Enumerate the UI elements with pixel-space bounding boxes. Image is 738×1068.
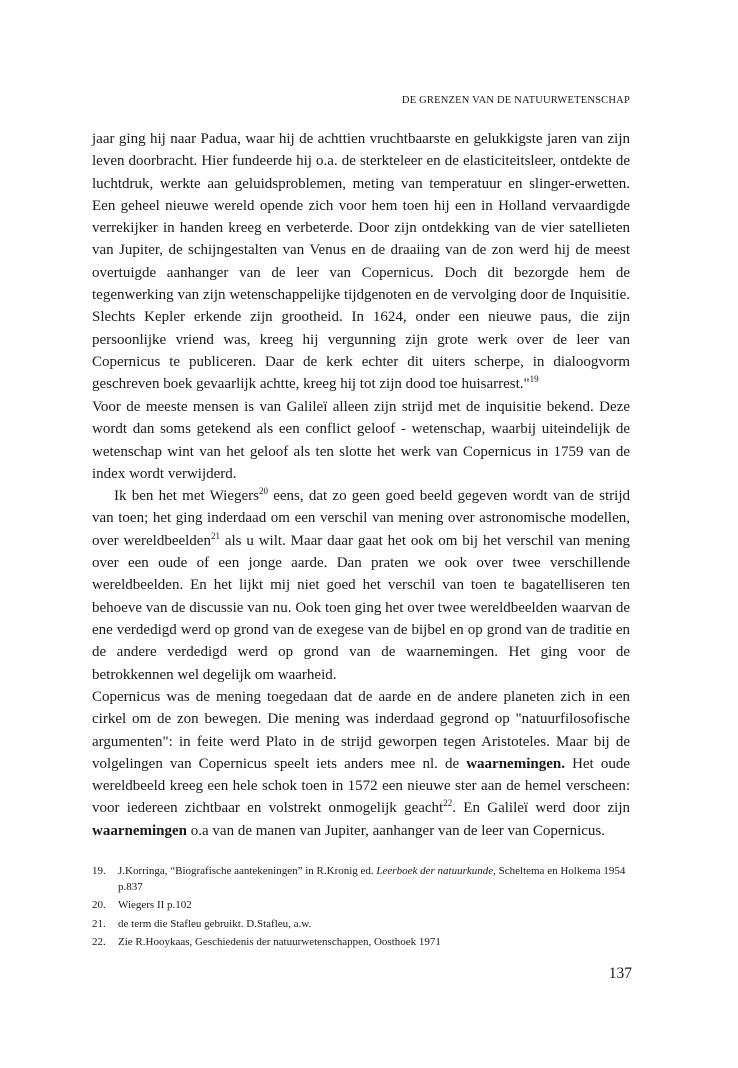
footnote-19 — [92, 864, 637, 895]
text-run: . En Galileï werd door zijn — [452, 800, 630, 817]
footnote-ref-22: 22 — [443, 798, 453, 809]
footnote-21 — [92, 917, 637, 933]
body-paragraph-1 — [92, 128, 630, 396]
body-paragraph-3 — [92, 686, 630, 842]
text-run: o.a van de manen van Jupiter, aanhanger van de leer van Copernicus. — [187, 822, 605, 839]
text-run: Ik ben het met Wiegers — [114, 488, 259, 505]
footnote-ref-20: 20 — [259, 486, 268, 497]
bold-term: waarnemingen. — [466, 755, 565, 772]
footnote-text: Zie R.Hooykaas, Geschiedenis der natuurwetenschappen, Oosthoek 1971 — [118, 936, 441, 948]
paragraph-text: jaar ging hij naar Padua, waar hij de achttien vruchtbaarste en gelukkigste jaren van zijn leven doorbracht. Hier fundeerde hij o.a. de sterkteleer en de elasticiteitsleer, ontdekte de luchtdruk, werkte aan geluidsproblemen, meting van temperatuur en slinger-erwetten. Een geheel nieuwe wereld opende zich voor hem toen hij een in Holland vervaardigde verrekijker in handen kreeg en verbeterde. Door zijn ontdekking van de vier satellieten van Jupiter, de schijngestalten van Venus en de draaiing van de zon werd hij de meest overtuigde aanhanger van de leer van Copernicus. Doch dit bezorgde hem de tegenwerking van zijn wetenschappelijke tijdgenoten en de vervolging door de Inquisitie. Slechts Kepler erkende zijn grootheid. In 1624, onder een nieuwe paus, die zijn persoonlijke vriend was, kreeg hij vergunning zijn grote werk over de leer van Copernicus te publiceren. Daar de kerk echter dit uiters scherpe, in dialoogvorm geschreven boek gevaarlijk achtte, kreeg hij tot zijn dood toe huisarrest." — [92, 131, 630, 393]
text-run: als u wilt. Maar daar gaat het ook om bij het verschil van mening over een oude of een jonge aarde. Dan praten we ook over twee verschillende wereldbeelden. En het lijkt mij niet goed het verschil van toen te bagatelliseren ten behoeve van de discussie van nu. Ook toen ging het over twee wereldbeelden waarvan de ene verdedigd werd op grond van de exegese van de bijbel en op grond van de traditie en de andere verdedigd werd op grond van de waarnemingen. Het ging voor de betrokkennen wel degelijk om waarheid. — [92, 532, 630, 683]
footnote-text — [118, 864, 637, 895]
footnote-number: 22. — [92, 936, 106, 948]
text-run: eens, dat zo geen goed beeld gegeven wordt van de strijd van toen; het ging inderdaad om een verschil van mening over astronomische modellen, over wereldbeelden — [92, 488, 630, 549]
text-run: J.Korringa, “Biografische aantekeningen” in R.Kronig ed. — [118, 865, 377, 877]
running-header: DE GRENZEN VAN DE NATUURWETENSCHAP — [401, 95, 630, 106]
footnote-text: de term die Stafleu gebruikt. D.Stafleu, a.w. — [118, 917, 312, 930]
footnote-20 — [92, 898, 637, 914]
footnote-number: 21. — [92, 917, 106, 930]
italic-title: Leerboek der natuurkunde — [376, 865, 494, 877]
paragraph-text-indented — [92, 485, 630, 686]
body-paragraph-2 — [92, 396, 630, 686]
footnote-number: 19. — [92, 865, 106, 877]
footnotes — [92, 864, 637, 954]
footnote-number: 20. — [92, 899, 106, 911]
footnote-ref-19: 19 — [529, 374, 539, 385]
bold-term: waarnemingen — [92, 822, 187, 839]
text-run: Het oude wereldbeeld kreeg een hele schok toen in 1572 een nieuwe ster aan de hemel verscheen: voor iedereen zichtbaar en volstrekt onmogelijk geacht — [92, 755, 630, 817]
page-number: 137 — [608, 965, 632, 982]
footnote-22 — [92, 935, 637, 951]
footnote-ref-21: 21 — [210, 530, 220, 541]
text-run: Copernicus was de mening toegedaan dat de aarde en de andere planeten zich in een cirkel om de zon bewegen. Die mening was inderdaad gegrond op "natuurfilosofische argumenten": in feite werd Plato in de strijd geworpen tegen Aristoteles. Maar bij de volgelingen van Copernicus speelt iets anders mee nl. de — [92, 689, 630, 772]
footnote-text: Wiegers II p.102 — [118, 899, 192, 911]
text-run: , Scheltema en Holkema 1954 p.837 — [118, 865, 626, 893]
paragraph-text: Voor de meeste mensen is van Galileï alleen zijn strijd met de inquisitie bekend. Deze wordt dan soms getekend als een conflict geloof - wetenschap, waarbij uiteindelijk de wetenschap wint van het geloof als ten slotte het werk van Copernicus in 1759 van de index wordt verwijderd. — [92, 399, 630, 482]
